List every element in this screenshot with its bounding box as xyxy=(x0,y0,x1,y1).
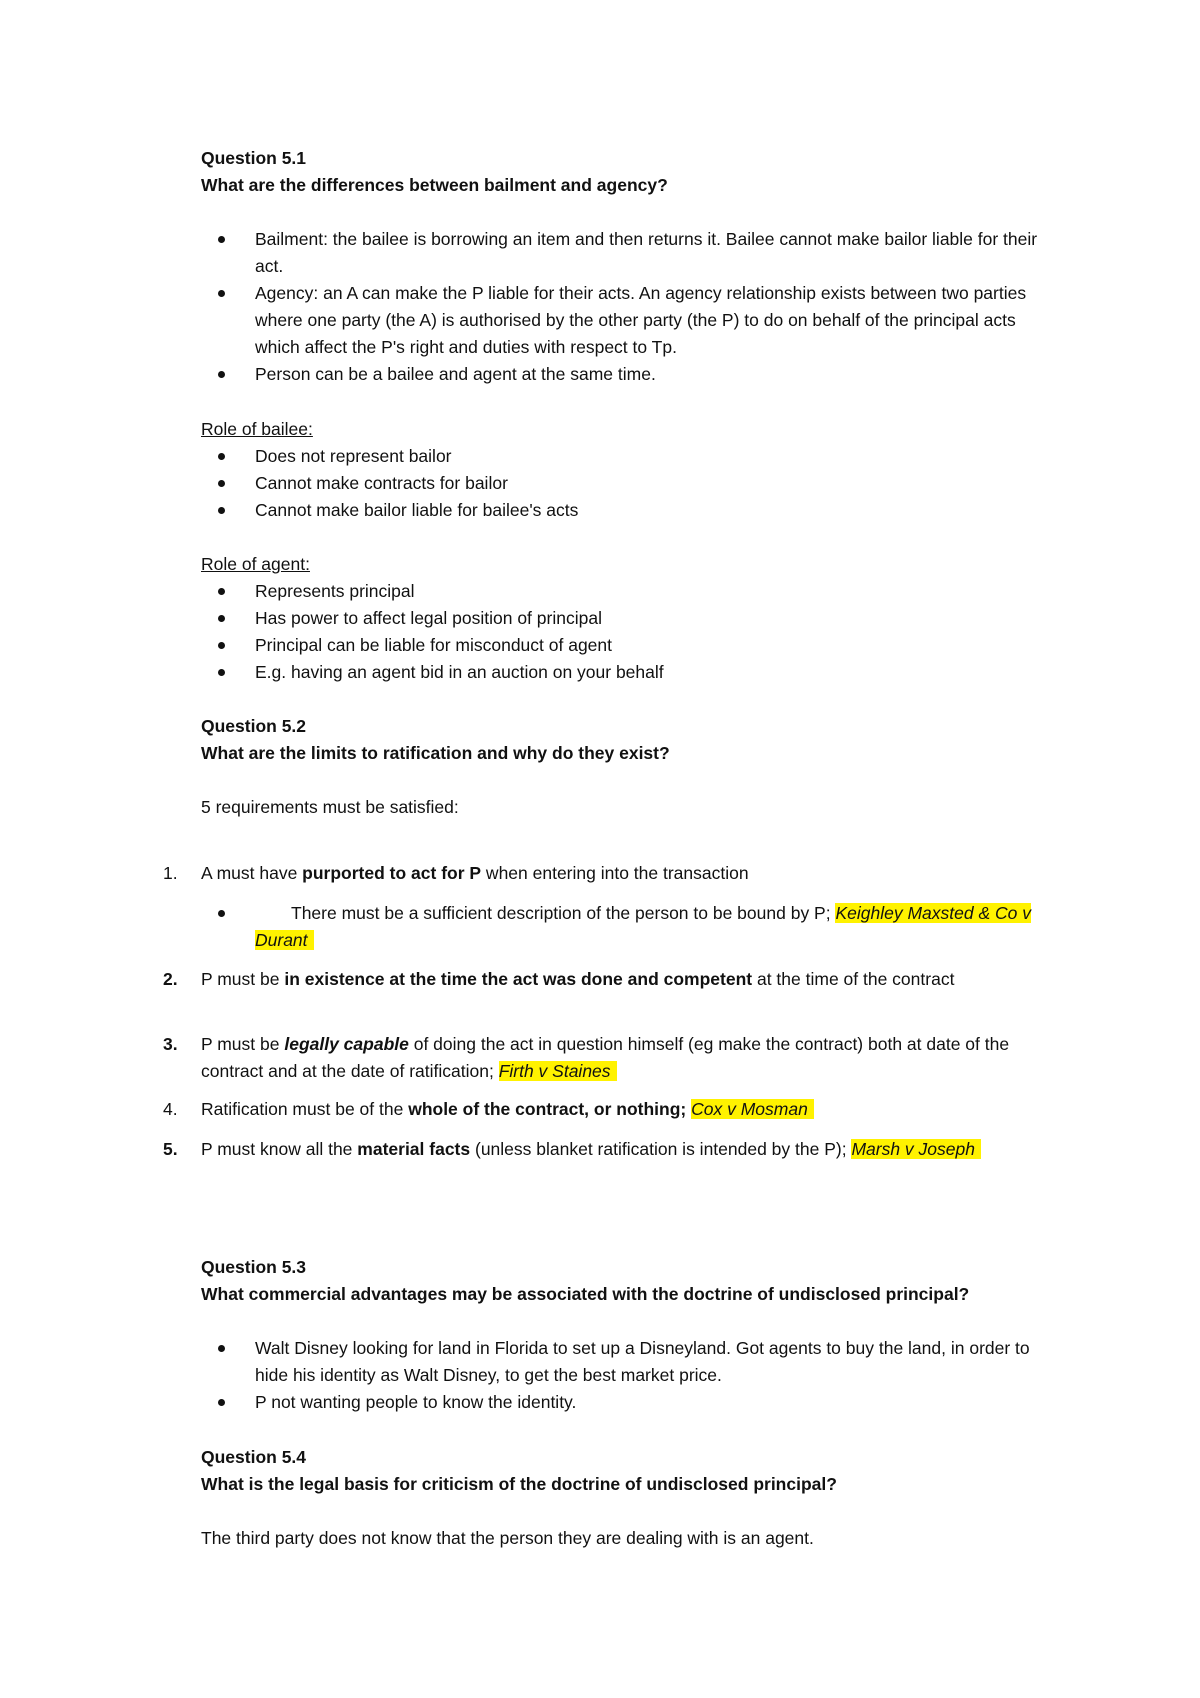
list-number: 4. xyxy=(163,1099,178,1119)
requirement-4: 4. Ratification must be of the whole of the contract, or nothing; Cox v Mosman xyxy=(201,1096,1061,1123)
list-number: 1. xyxy=(163,863,178,883)
requirement-1: 1. A must have purported to act for P when entering into the transaction xyxy=(201,860,1061,887)
role-of-agent xyxy=(201,551,1061,686)
bailee-heading: Role of bailee: xyxy=(201,419,313,439)
list-number: 5. xyxy=(163,1139,178,1159)
question-5-1-section xyxy=(201,145,1061,199)
bailment-agency-list xyxy=(201,226,1061,388)
question-text: What is the legal basis for criticism of the doctrine of undisclosed principal? xyxy=(201,1474,837,1494)
bullet-icon xyxy=(218,507,225,514)
list-item: Person can be a bailee and agent at the same time. xyxy=(201,361,1061,388)
case-citation: Cox v Mosman xyxy=(691,1099,814,1119)
question-heading: Question 5.4 xyxy=(201,1447,307,1467)
bullet-icon xyxy=(218,480,225,487)
bullet-icon xyxy=(218,615,225,622)
requirement-3: 3. P must be legally capable of doing the act in question himself (eg make the contract) both at date of the contract and at the date of ratification; Firth v Staines xyxy=(201,1031,1061,1085)
case-citation: Firth v Staines xyxy=(499,1061,617,1081)
question-5-4-section xyxy=(201,1444,1061,1498)
list-item: Cannot make bailor liable for bailee's acts xyxy=(201,497,1061,524)
list-item: Has power to affect legal position of principal xyxy=(201,605,1061,632)
list-item: Agency: an A can make the P liable for their acts. An agency relationship exists between two parties where one party (the A) is authorised by the other party (the P) to do on behalf of the principal acts which affect the P's right and duties with respect to Tp. xyxy=(201,280,1061,361)
bullet-icon xyxy=(218,236,225,243)
bullet-icon xyxy=(218,290,225,297)
question-5-2-section xyxy=(201,713,1061,767)
list-item: Cannot make contracts for bailor xyxy=(201,470,1061,497)
list-number: 3. xyxy=(163,1034,178,1054)
bullet-icon xyxy=(218,1399,225,1406)
requirement-5: 5. P must know all the material facts (unless blanket ratification is intended by the P); Marsh v Joseph xyxy=(201,1136,1061,1163)
bullet-icon xyxy=(218,453,225,460)
bullet-icon xyxy=(218,669,225,676)
role-of-bailee xyxy=(201,416,1061,524)
list-item: Principal can be liable for misconduct of agent xyxy=(201,632,1061,659)
list-item: P not wanting people to know the identity. xyxy=(201,1389,1061,1416)
requirement-1-sub xyxy=(201,900,1061,954)
list-item: Bailment: the bailee is borrowing an item and then returns it. Bailee cannot make bailor liable for their act. xyxy=(201,226,1061,280)
bullet-icon xyxy=(218,642,225,649)
commercial-advantages-list xyxy=(201,1335,1061,1416)
question-heading: Question 5.3 xyxy=(201,1257,307,1277)
bullet-icon xyxy=(218,910,225,917)
bullet-icon xyxy=(218,371,225,378)
bullet-icon xyxy=(218,588,225,595)
list-item: Does not represent bailor xyxy=(201,443,1061,470)
requirement-2: 2. P must be in existence at the time the act was done and competent at the time of the contract xyxy=(201,966,1061,993)
question-text: What commercial advantages may be associated with the doctrine of undisclosed principal? xyxy=(201,1284,970,1304)
list-item: E.g. having an agent bid in an auction on your behalf xyxy=(201,659,1061,686)
question-5-4-answer: The third party does not know that the person they are dealing with is an agent. xyxy=(201,1528,814,1548)
question-text: What are the limits to ratification and why do they exist? xyxy=(201,743,670,763)
question-heading: Question 5.2 xyxy=(201,716,307,736)
list-item: There must be a sufficient description of the person to be bound by P; Keighley Maxsted & Co v Durant xyxy=(201,900,1061,954)
list-item: Represents principal xyxy=(201,578,1061,605)
list-item: Walt Disney looking for land in Florida to set up a Disneyland. Got agents to buy the land, in order to hide his identity as Walt Disney, to get the best market price. xyxy=(201,1335,1061,1389)
question-heading: Question 5.1 xyxy=(201,148,307,168)
question-5-3-section xyxy=(201,1254,1061,1308)
list-number: 2. xyxy=(163,969,178,989)
agent-heading: Role of agent: xyxy=(201,554,310,574)
bullet-icon xyxy=(218,1345,225,1352)
requirements-intro: 5 requirements must be satisfied: xyxy=(201,797,459,817)
case-citation: Keighley Maxsted & Co v Durant xyxy=(255,903,1031,950)
case-citation: Marsh v Joseph xyxy=(851,1139,981,1159)
question-text: What are the differences between bailment and agency? xyxy=(201,175,668,195)
